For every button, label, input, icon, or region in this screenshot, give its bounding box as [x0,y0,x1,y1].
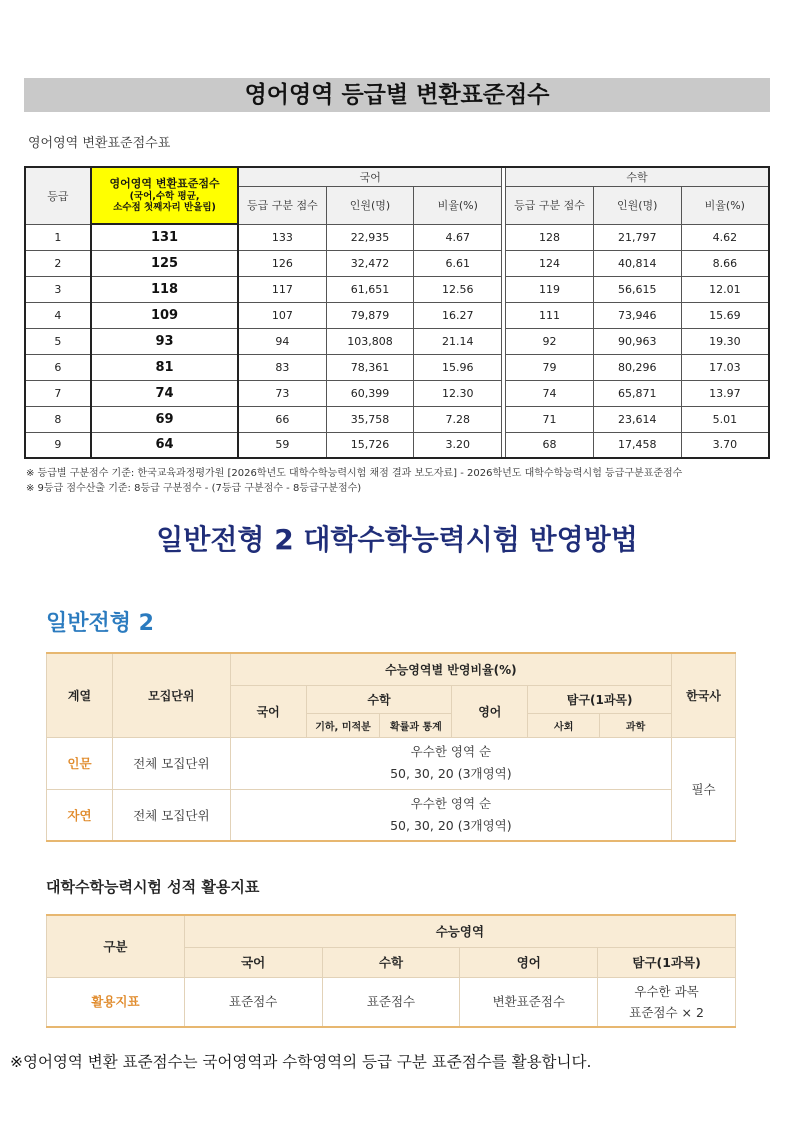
science-header: 과학 [600,713,672,737]
korean-count-cell: 22,935 [326,224,414,250]
math-group-header: 수학 [506,167,769,186]
math-std-cell: 119 [506,276,594,302]
table-row [47,977,736,1027]
korean-ratio-cell: 4.67 [414,224,502,250]
korean-index-cell: 표준점수 [184,977,322,1027]
math-std-cell: 128 [506,224,594,250]
math-count-cell: 21,797 [593,224,681,250]
grade-cell: 3 [25,276,91,302]
reflection-ratio-table [46,652,736,842]
math-std-cell: 71 [506,406,594,432]
grade-cell: 2 [25,250,91,276]
math-probability-header: 확률과 통계 [380,713,452,737]
math-ratio-cell: 8.66 [681,250,769,276]
footnote: ※영어영역 변환 표준점수는 국어영역과 수학영역의 등급 구분 표준점수를 활용합니다. [10,1053,592,1071]
korean-count-cell: 15,726 [326,432,414,458]
korean-ratio-header: 비율(%) [414,186,502,224]
korean-count-cell: 32,472 [326,250,414,276]
conv-score-cell: 64 [91,432,239,458]
table-row [25,432,769,458]
conv-score-cell: 118 [91,276,239,302]
math-header: 수학 [306,685,452,713]
conv-score-cell: 81 [91,354,239,380]
table-row [25,380,769,406]
korean-ratio-cell: 7.28 [414,406,502,432]
korean-count-cell: 79,879 [326,302,414,328]
grade-cell: 8 [25,406,91,432]
conv-score-cell: 69 [91,406,239,432]
inquiry-index-cell: 우수한 과목 표준점수 × 2 [598,977,736,1027]
index-section-title: 대학수학능력시험 성적 활용지표 [46,878,260,896]
korean-count-cell: 61,651 [326,276,414,302]
korean-count-cell: 35,758 [326,406,414,432]
track-cell: 인문 [47,737,113,789]
grade-cell: 1 [25,224,91,250]
korean-ratio-cell: 16.27 [414,302,502,328]
ratio-header: 수능영역별 반영비율(%) [230,653,671,685]
track-cell: 자연 [47,789,113,841]
korean-ratio-cell: 15.96 [414,354,502,380]
ratio-cell: 우수한 영역 순 50, 30, 20 (3개영역) [230,737,671,789]
korean-std-header: 등급 구분 점수 [238,186,326,224]
note-line: ※ 9등급 점수산출 기준: 8등급 구분점수 - (7등급 구분점수 - 8등급구분점수) [26,483,362,494]
social-header: 사회 [528,713,600,737]
grade-cell: 7 [25,380,91,406]
math-std-cell: 68 [506,432,594,458]
table-notes [26,466,682,496]
korean-ratio-cell: 12.30 [414,380,502,406]
table-row [47,789,736,841]
korean-ratio-cell: 3.20 [414,432,502,458]
math-ratio-cell: 17.03 [681,354,769,380]
unit-cell: 전체 모집단위 [112,737,230,789]
policy-section-title: 일반전형 2 [46,611,154,636]
korean-std-cell: 94 [238,328,326,354]
korean-std-cell: 73 [238,380,326,406]
math-geometry-header: 기하, 미적분 [306,713,380,737]
korean-std-cell: 126 [238,250,326,276]
table-row [25,250,769,276]
korean-std-cell: 59 [238,432,326,458]
table-row [25,328,769,354]
grade-cell: 6 [25,354,91,380]
table-subheading: 영어영역 변환표준점수표 [28,136,171,151]
conv-score-cell: 74 [91,380,239,406]
korean-header: 국어 [184,947,322,977]
table-row [25,302,769,328]
korean-ratio-cell: 21.14 [414,328,502,354]
math-ratio-cell: 5.01 [681,406,769,432]
math-count-cell: 56,615 [593,276,681,302]
ratio-cell: 우수한 영역 순 50, 30, 20 (3개영역) [230,789,671,841]
inquiry-header: 탐구(1과목) [528,685,672,713]
math-count-cell: 73,946 [593,302,681,328]
korean-count-cell: 60,399 [326,380,414,406]
note-line: ※ 등급별 구분점수 기준: 한국교육과정평가원 [2026학년도 대학수학능력시험 채점 결과 보도자료] - 2026학년도 대학수학능력시험 등급구분표준점수 [26,468,683,479]
conv-score-cell: 125 [91,250,239,276]
conv-score-cell: 93 [91,328,239,354]
math-ratio-cell: 12.01 [681,276,769,302]
english-header: 영어 [452,685,528,737]
math-std-cell: 79 [506,354,594,380]
section-main-title: 일반전형 2 대학수학능력시험 반영방법 [156,523,638,556]
korean-group-header: 국어 [238,167,501,186]
math-count-cell: 17,458 [593,432,681,458]
history-cell: 필수 [672,737,736,841]
math-ratio-cell: 13.97 [681,380,769,406]
math-std-header: 등급 구분 점수 [506,186,594,224]
korean-ratio-cell: 12.56 [414,276,502,302]
math-count-header: 인원(명) [593,186,681,224]
korean-std-cell: 133 [238,224,326,250]
math-std-cell: 92 [506,328,594,354]
korean-count-header: 인원(명) [326,186,414,224]
table-row [25,224,769,250]
math-ratio-cell: 19.30 [681,328,769,354]
math-count-cell: 80,296 [593,354,681,380]
math-count-cell: 23,614 [593,406,681,432]
math-count-cell: 90,963 [593,328,681,354]
math-index-cell: 표준점수 [322,977,460,1027]
korean-std-cell: 66 [238,406,326,432]
english-conversion-table [24,166,770,459]
table-row [25,276,769,302]
math-ratio-cell: 3.70 [681,432,769,458]
english-header: 영어 [460,947,598,977]
math-ratio-cell: 15.69 [681,302,769,328]
grade-cell: 9 [25,432,91,458]
korean-std-cell: 107 [238,302,326,328]
table-row [25,406,769,432]
index-label-cell: 활용지표 [47,977,185,1027]
page-banner-title: 영어영역 등급별 변환표준점수 [24,78,770,112]
math-ratio-header: 비율(%) [681,186,769,224]
track-header: 계열 [47,653,113,737]
korean-header: 국어 [230,685,306,737]
unit-header: 모집단위 [112,653,230,737]
math-header: 수학 [322,947,460,977]
math-std-cell: 74 [506,380,594,406]
unit-cell: 전체 모집단위 [112,789,230,841]
korean-ratio-cell: 6.61 [414,250,502,276]
table-row [47,737,736,789]
division-header: 구분 [47,915,185,977]
conv-score-cell: 131 [91,224,239,250]
math-count-cell: 40,814 [593,250,681,276]
area-header: 수능영역 [184,915,735,947]
english-index-cell: 변환표준점수 [460,977,598,1027]
table-row [25,354,769,380]
korean-count-cell: 103,808 [326,328,414,354]
grade-cell: 4 [25,302,91,328]
inquiry-header: 탐구(1과목) [598,947,736,977]
math-std-cell: 111 [506,302,594,328]
math-std-cell: 124 [506,250,594,276]
col-grade-header: 등급 [25,167,91,224]
korean-std-cell: 117 [238,276,326,302]
korean-std-cell: 83 [238,354,326,380]
grade-cell: 5 [25,328,91,354]
math-count-cell: 65,871 [593,380,681,406]
korean-count-cell: 78,361 [326,354,414,380]
math-ratio-cell: 4.62 [681,224,769,250]
conv-score-header: 영어영역 변환표준점수 (국어,수학 평균, 소수점 첫째자리 반올림) [91,167,239,224]
score-index-table [46,914,736,1028]
conv-score-cell: 109 [91,302,239,328]
history-header: 한국사 [672,653,736,737]
